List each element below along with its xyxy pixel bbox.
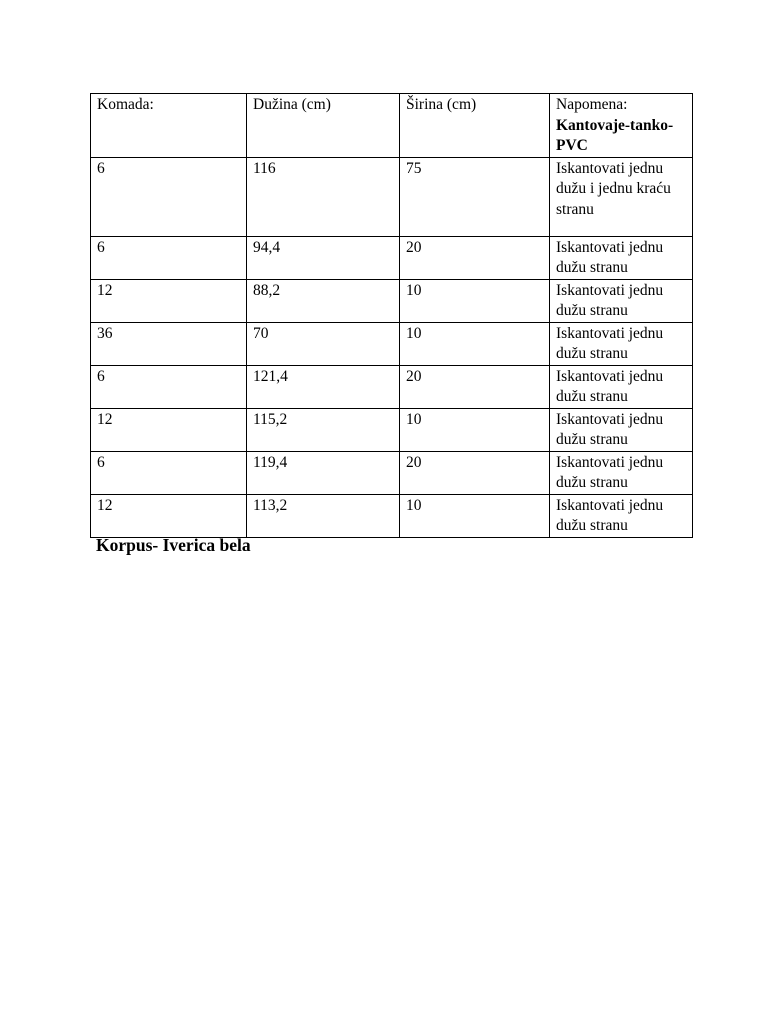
cell-komada: 6 — [91, 451, 247, 494]
table-row — [91, 157, 693, 236]
cut-list-table — [90, 93, 693, 538]
cell-duzina: 88,2 — [247, 279, 400, 322]
header-napomena — [550, 94, 693, 158]
header-duzina: Dužina (cm) — [247, 94, 400, 158]
header-sirina: Širina (cm) — [400, 94, 550, 158]
cell-napomena: Iskantovati jednu dužu stranu — [550, 494, 693, 537]
cell-napomena: Iskantovati jednu dužu stranu — [550, 279, 693, 322]
cell-komada: 36 — [91, 322, 247, 365]
cell-napomena: Iskantovati jednu dužu stranu — [550, 408, 693, 451]
cell-napomena: Iskantovati jednu dužu stranu — [550, 365, 693, 408]
header-napomena-bold: Kantovaje-tanko-PVC — [556, 116, 674, 154]
cell-komada: 6 — [91, 365, 247, 408]
cell-duzina: 113,2 — [247, 494, 400, 537]
table-row — [91, 322, 693, 365]
cell-komada: 12 — [91, 408, 247, 451]
cell-napomena: Iskantovati jednu dužu stranu — [550, 322, 693, 365]
cell-napomena: Iskantovati jednu dužu stranu — [550, 451, 693, 494]
table-row — [91, 365, 693, 408]
cell-sirina: 10 — [400, 408, 550, 451]
cell-sirina: 20 — [400, 236, 550, 279]
table-header-row — [91, 94, 693, 158]
cell-sirina: 10 — [400, 279, 550, 322]
cell-duzina: 119,4 — [247, 451, 400, 494]
cell-sirina: 20 — [400, 451, 550, 494]
cell-duzina: 115,2 — [247, 408, 400, 451]
cell-komada: 6 — [91, 236, 247, 279]
header-napomena-label: Napomena: — [556, 96, 628, 113]
cell-napomena: Iskantovati jednu dužu i jednu kraću stranu — [550, 157, 693, 236]
cell-sirina: 10 — [400, 494, 550, 537]
cell-komada: 12 — [91, 494, 247, 537]
cell-duzina: 121,4 — [247, 365, 400, 408]
table-row — [91, 494, 693, 537]
cell-duzina: 116 — [247, 157, 400, 236]
cell-duzina: 94,4 — [247, 236, 400, 279]
header-komada: Komada: — [91, 94, 247, 158]
section-title: Korpus- Iverica bela — [96, 535, 251, 555]
cell-napomena: Iskantovati jednu dužu stranu — [550, 236, 693, 279]
cell-sirina: 20 — [400, 365, 550, 408]
table-row — [91, 451, 693, 494]
table-row — [91, 236, 693, 279]
cell-komada: 12 — [91, 279, 247, 322]
cell-duzina: 70 — [247, 322, 400, 365]
table-row — [91, 279, 693, 322]
table-row — [91, 408, 693, 451]
cell-sirina: 10 — [400, 322, 550, 365]
cell-sirina: 75 — [400, 157, 550, 236]
cell-komada: 6 — [91, 157, 247, 236]
